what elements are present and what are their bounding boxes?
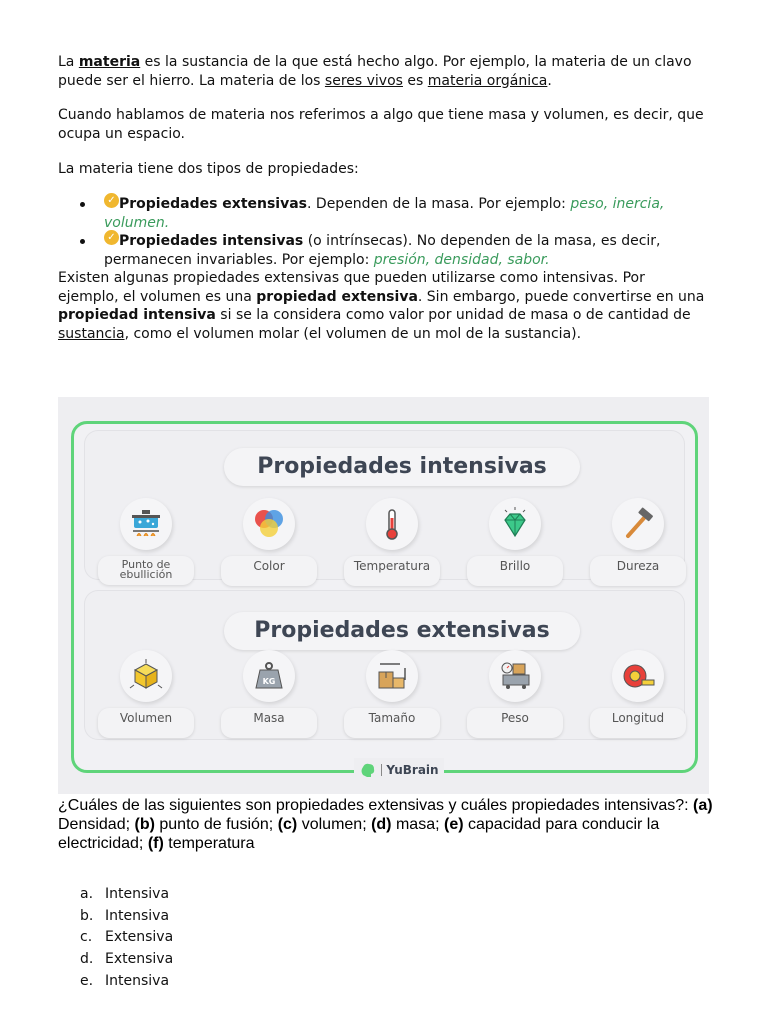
extensive-label: Volumen [98, 708, 194, 738]
link-sustancia[interactable]: sustancia [58, 325, 125, 342]
kg-weight-icon [243, 650, 295, 702]
intensive-title: Propiedades intensivas [224, 448, 580, 486]
list-item [80, 195, 710, 232]
intensive-item-brillo [465, 498, 565, 586]
paragraph-materia-definition [58, 53, 708, 90]
intensive-label: Temperatura [344, 556, 440, 586]
option-letter: (b) [134, 816, 155, 833]
bullet-examples: peso, inercia, volumen. [104, 196, 665, 231]
property-types-list [80, 195, 710, 269]
text-span: es [402, 72, 428, 89]
answer-value: Intensiva [105, 972, 170, 989]
bold-term: propiedad extensiva [256, 288, 418, 305]
label-line: ebullición [119, 568, 173, 581]
answer-letter: a. [80, 886, 94, 902]
bullet-text: (o intrínsecas). No dependen de la masa, es decir, permanecen invariables. Por ejemplo: [104, 233, 661, 268]
intensive-label: Dureza [590, 556, 686, 586]
answer-value: Extensiva [105, 929, 174, 946]
paragraph-extensivas-intensivas [58, 269, 708, 343]
extensive-panel [84, 590, 685, 740]
answer-letter: e. [80, 972, 94, 989]
answer-item [80, 884, 173, 906]
bullet-text: . Dependen de la masa. Por ejemplo: [307, 196, 571, 212]
extensive-item-longitud [588, 650, 688, 738]
bullet-dot [80, 202, 85, 207]
extensive-label: Tamaño [344, 708, 440, 738]
answers-list [80, 884, 173, 993]
option-text: volumen; [297, 816, 372, 833]
scale-icon [489, 650, 541, 702]
answer-value: Extensiva [105, 951, 174, 968]
answer-letter: c. [80, 929, 93, 946]
option-text: punto de fusión; [154, 816, 278, 833]
text-span: . [547, 72, 552, 89]
bullet-dot [80, 239, 85, 244]
answer-item [80, 906, 173, 928]
answer-item [80, 927, 173, 949]
answer-item [80, 949, 173, 971]
extensive-title: Propiedades extensivas [224, 612, 580, 650]
extensive-label: Longitud [590, 708, 686, 738]
intensive-label [98, 556, 194, 585]
option-text: temperatura [163, 835, 255, 852]
hammer-icon [612, 498, 664, 550]
extensive-item-tamano [342, 650, 442, 738]
option-text: capacidad para conducir la electricidad; [58, 816, 660, 852]
brand-name: YuBrain [386, 763, 439, 777]
text-span: Existen algunas propiedades extensivas que pueden utilizarse como intensivas. Por ejemplo, el volumen es una [58, 270, 645, 305]
answer-letter: b. [80, 907, 94, 924]
answer-item [80, 971, 173, 993]
option-letter: (e) [443, 816, 464, 833]
link-materia-organica[interactable]: materia orgánica [427, 72, 548, 89]
extensive-item-masa [219, 650, 319, 738]
thermometer-icon [366, 498, 418, 550]
option-letter: (f) [147, 835, 164, 852]
logo-divider [381, 764, 382, 776]
text-span: , como el volumen molar (el volumen de un mol de la sustancia). [124, 325, 582, 342]
paragraph-tipos: La materia tiene dos tipos de propiedades: [58, 161, 359, 177]
intensive-label: Color [221, 556, 317, 586]
option-letter: (d) [371, 816, 392, 833]
label-line: Punto de [121, 558, 171, 571]
answer-value: Intensiva [105, 907, 170, 924]
extensive-item-peso [465, 650, 565, 738]
text-span: . Sin embargo, puede convertirse en una [417, 288, 705, 305]
color-circles-icon [243, 498, 295, 550]
check-icon: ✓ [104, 193, 119, 208]
option-letter: (c) [277, 816, 298, 833]
text-span: si se la considera como valor por unidad de masa o de cantidad de [215, 307, 691, 323]
bold-term: propiedad intensiva [58, 307, 216, 323]
tape-measure-icon [612, 650, 664, 702]
intensive-item-temperature [342, 498, 442, 586]
intensive-label: Brillo [467, 556, 563, 586]
svg-text:KG: KG [262, 677, 276, 686]
extensive-label: Peso [467, 708, 563, 738]
brain-icon [359, 761, 377, 779]
question-intro: ¿Cuáles de las siguientes son propiedades extensivas y cuáles propiedades intensivas?: [58, 797, 694, 814]
boiling-pot-icon [120, 498, 172, 550]
link-materia[interactable]: materia [78, 54, 141, 70]
extensive-label: Masa [221, 708, 317, 738]
link-seres-vivos[interactable]: seres vivos [324, 72, 403, 89]
option-text: Densidad; [58, 816, 135, 833]
question-text [58, 796, 718, 853]
box-measure-icon [366, 650, 418, 702]
infographic-frame [71, 421, 698, 777]
diamond-icon [489, 498, 541, 550]
check-icon: ✓ [104, 230, 119, 245]
yubrain-logo [354, 758, 444, 782]
option-letter: (a) [693, 797, 713, 814]
bullet-title: Propiedades intensivas [119, 233, 304, 249]
answer-value: Intensiva [105, 886, 170, 902]
paragraph-masa-volumen: Cuando hablamos de materia nos referimos a algo que tiene masa y volumen, es decir, que ocupa un espacio. [58, 107, 704, 142]
intensive-panel [84, 430, 685, 580]
bullet-title: Propiedades extensivas [119, 196, 308, 212]
text-span: La [58, 54, 79, 70]
text-span: es la sustancia de la que está hecho algo. Por ejemplo, la materia de un clavo puede ser el hierro. La materia de los [58, 54, 692, 89]
intensive-item-color [219, 498, 319, 586]
option-text: masa; [391, 816, 444, 833]
extensive-item-volumen [96, 650, 196, 738]
intensive-item-boiling [96, 498, 196, 585]
cube-icon [120, 650, 172, 702]
properties-infographic [58, 397, 709, 794]
list-item [80, 232, 710, 269]
intensive-item-dureza [588, 498, 688, 586]
bullet-examples: presión, densidad, sabor. [373, 251, 550, 268]
answer-letter: d. [80, 951, 94, 968]
